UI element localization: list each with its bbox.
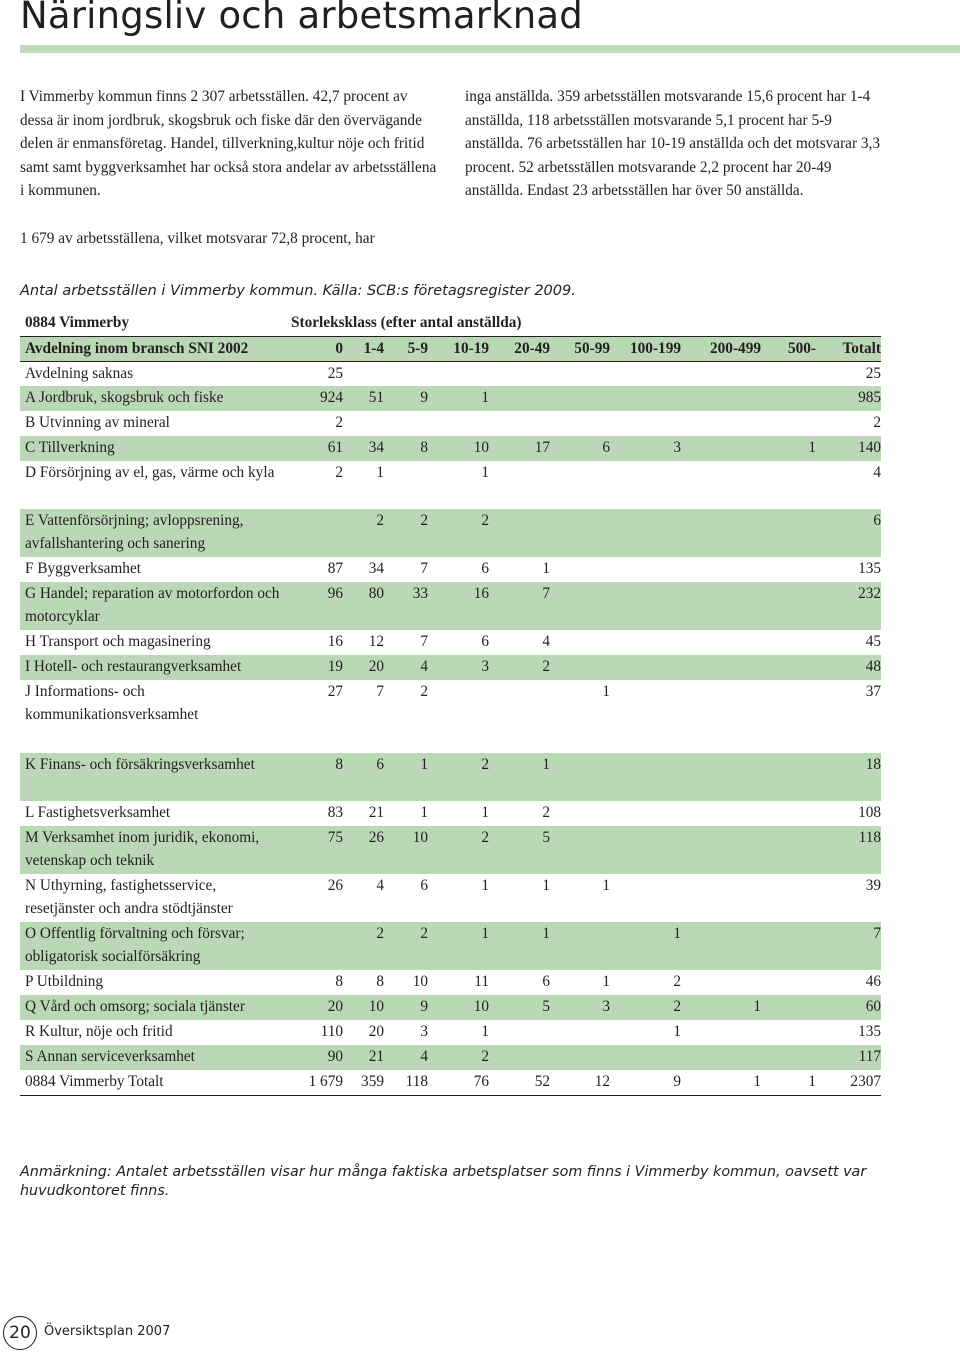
table-cell [761,411,816,436]
table-cell [761,557,816,582]
table-cell [550,582,610,630]
table-cell: 2 [384,922,428,970]
table-cell: 110 [320,1023,343,1040]
row-label: I Hotell- och restaurangverksamhet [20,655,283,680]
table-cell: 2 [673,973,681,990]
table-cell [761,655,816,680]
table-cell: 1 [761,436,816,461]
table-cell: 37 [865,683,882,700]
table-cell: 1 [420,804,428,821]
intro-paragraph-2: 1 679 av arbetsställena, vilket motsvarar 72,8 procent, har [20,229,375,247]
row-label: D Försörjning av el, gas, värme och kyla [25,464,275,481]
table-cell: 16 [327,633,343,650]
table-row [20,436,881,461]
table-cell: 11 [474,973,489,990]
table-cell: 1 [681,995,761,1020]
table-cell [610,411,681,436]
table-cell: 5 [489,995,550,1020]
table-cell: 1 [602,973,610,990]
table-title-row [20,311,881,336]
table-cell [610,753,681,801]
table-cell: 48 [816,655,881,680]
table-cell: 2 [873,414,882,431]
table-cell: 2 [343,509,384,557]
table-cell: 4 [542,633,550,650]
table-cell [761,995,816,1020]
table-cell [761,1020,816,1045]
table-row [20,970,881,995]
table-cell: 118 [384,1070,428,1095]
table-cell: 1 [481,804,489,821]
table-cell: 2 [343,922,384,970]
table-cell [681,557,761,582]
intro-paragraph-1: I Vimmerby kommun finns 2 307 arbetsställen. 42,7 procent av dessa är inom jordbruk, skogsbruk och fiske där den övervägande delen är enmansföretag. Handel, tillverkning,kultur nöje och fritid samt samt byggverksamhet har också stora andelar av arbetsställena i kommunen. [20,88,437,200]
size-class-heading: Storleksklass (efter antal anställda) [291,314,522,331]
table-cell [761,826,816,874]
table-cell: 17 [489,436,550,461]
table-cell [428,361,489,386]
table-cell [384,361,428,386]
workplaces-table [20,311,881,1096]
table-cell: 232 [816,582,881,630]
table-cell: 7 [420,560,428,577]
row-label: C Tillverkning [20,436,283,461]
table-cell [761,509,816,557]
table-row [20,630,881,655]
table-cell: 1 [542,877,550,894]
column-header-division: Avdelning inom bransch SNI 2002 [20,336,283,361]
column-header: 10-19 [428,336,489,361]
table-cell [681,1045,761,1070]
table-cell [489,680,550,728]
table-cell: 1 [602,683,610,700]
table-cell [681,411,761,436]
table-cell: 25 [327,364,343,382]
table-cell [681,461,761,509]
table-cell [283,509,343,557]
table-cell: 1 [428,922,489,970]
table-cell: 27 [327,683,343,700]
table-cell: 2 [428,826,489,874]
table-cell: 359 [343,1070,384,1095]
table-cell: 34 [368,560,384,577]
table-cell [610,826,681,874]
table-cell: 1 [681,1070,761,1095]
table-cell [681,753,761,801]
row-label: E Vattenförsörjning; avloppsrening, avfallshantering och sanering [20,509,283,557]
table-row [20,1020,881,1045]
table-cell [550,922,610,970]
table-cell: 10 [428,995,489,1020]
row-label: M Verksamhet inom juridik, ekonomi, vetenskap och teknik [20,826,283,874]
table-cell: 4 [384,1045,428,1070]
table-cell: 1 [481,877,489,894]
table-row [20,557,881,582]
column-header: 50-99 [550,336,610,361]
table-cell [761,630,816,655]
table-cell [681,874,761,922]
table-cell [343,411,384,436]
table-cell: 1 [610,922,681,970]
table-cell: 985 [816,386,881,411]
intro-paragraph-3: inga anställda. 359 arbetsställen motsvarande 15,6 procent har 1-4 anställda, 118 arbetsställen motsvarande 5,1 procent har 5-9 anställda. 76 arbetsställen har 10-19 anställda och det motsvarar 3,3 procent. 52 arbetsställen motsvarande 2,2 procent har 20-49 anställda. Endast 23 arbetsställen har över 50 anställda. [465,88,881,200]
table-cell: 2 [335,464,343,481]
column-header: 200-499 [681,336,761,361]
table-row [20,826,881,874]
table-cell: 33 [384,582,428,630]
row-label: P Utbildning [25,973,104,990]
table-cell [681,436,761,461]
table-row [20,922,881,970]
table-cell: 10 [428,436,489,461]
table-cell [550,826,610,874]
table-row [20,361,881,386]
table-cell: 26 [343,826,384,874]
table-cell: 4 [384,655,428,680]
table-cell [489,411,550,436]
column-header: 100-199 [610,336,681,361]
table-cell [610,582,681,630]
table-cell: 6 [481,560,489,577]
table-cell: 10 [384,826,428,874]
table-cell: 20 [343,655,384,680]
table-cell: 20 [283,995,343,1020]
table-cell: 16 [428,582,489,630]
row-label: L Fastighetsverksamhet [25,804,171,821]
table-cell: 1 [602,877,610,894]
table-cell: 1 [481,464,489,481]
column-header: Totalt [816,336,881,361]
table-cell: 2 [335,414,343,431]
table-cell: 9 [384,386,428,411]
table-cell: 8 [283,753,343,801]
table-cell: 3 [550,995,610,1020]
table-cell: 135 [858,560,882,577]
table-cell [550,1045,610,1070]
row-label: 0884 Vimmerby Totalt [20,1070,283,1095]
table-cell [610,386,681,411]
table-cell: 2 [384,509,428,557]
table-cell: 26 [327,877,343,894]
table-cell [550,411,610,436]
table-row [20,680,881,728]
table-cell: 25 [865,364,882,382]
table-cell: 6 [542,973,550,990]
table-row [20,386,881,411]
table-total-row [20,1070,881,1095]
table-cell [283,922,343,970]
table-cell [681,970,761,995]
table-cell [550,386,610,411]
table-cell: 52 [489,1070,550,1095]
table-cell [489,509,550,557]
table-cell [610,361,681,386]
column-header: 20-49 [489,336,550,361]
table-cell: 87 [327,560,343,577]
table-cell [761,1045,816,1070]
table-cell: 2 [489,655,550,680]
table-cell: 8 [335,973,343,990]
table-cell: 6 [481,633,489,650]
table-cell: 118 [816,826,881,874]
table-cell: 1 679 [283,1070,343,1095]
table-row [20,582,881,630]
table-cell [761,461,816,509]
table-cell: 117 [816,1045,881,1070]
column-header: 500- [761,336,816,361]
table-header-row [20,336,881,361]
footer-publication: Översiktsplan 2007 [44,1324,171,1339]
table-cell: 45 [865,633,882,650]
intro-right-column [465,85,885,203]
table-cell [761,582,816,630]
table-cell: 5 [489,826,550,874]
table-cell: 96 [283,582,343,630]
table-cell [681,361,761,386]
table-cell [681,582,761,630]
table-cell: 18 [816,753,881,801]
table-cell [681,655,761,680]
table-cell: 1 [481,1023,489,1040]
row-label: Q Vård och omsorg; sociala tjänster [20,995,283,1020]
row-label: S Annan serviceverksamhet [20,1045,283,1070]
table-cell [761,922,816,970]
table-cell: 51 [343,386,384,411]
table-cell: 3 [428,655,489,680]
table-cell [610,874,681,922]
table-cell [761,801,816,826]
table-cell: 10 [412,973,428,990]
table-cell [761,680,816,728]
table-cell [681,630,761,655]
row-label: G Handel; reparation av motorfordon och motorcyklar [20,582,283,630]
table-cell: 4 [873,464,882,481]
table-cell [610,680,681,728]
table-cell [428,680,489,728]
page-number: 20 [3,1316,37,1350]
table-cell: 6 [420,877,428,894]
table-cell [550,655,610,680]
table-cell: 1 [376,464,384,481]
table-caption: Antal arbetsställen i Vimmerby kommun. Källa: SCB:s företagsregister 2009. [20,283,576,299]
table-cell [610,801,681,826]
table-cell [761,386,816,411]
intro-left-column [20,85,440,250]
table-cell [681,826,761,874]
table-cell [681,922,761,970]
table-cell [428,411,489,436]
table-cell [550,801,610,826]
row-label: F Byggverksamhet [25,560,141,577]
table-cell: 1 [428,386,489,411]
table-cell: 108 [858,804,882,821]
table-cell: 61 [283,436,343,461]
table-cell [610,1045,681,1070]
table-cell: 8 [384,436,428,461]
table-cell [681,801,761,826]
table-cell [761,970,816,995]
row-label: Avdelning saknas [25,364,134,382]
row-label: A Jordbruk, skogsbruk och fiske [20,386,283,411]
table-cell: 4 [376,877,384,894]
table-cell: 83 [327,804,343,821]
table-cell [761,361,816,386]
table-cell [550,753,610,801]
table-cell: 1 [384,753,428,801]
table-cell: 9 [384,995,428,1020]
table-cell: 34 [343,436,384,461]
table-cell [489,1020,550,1045]
table-row [20,801,881,826]
table-cell: 75 [283,826,343,874]
table-row [20,874,881,922]
row-label: O Offentlig förvaltning och försvar; obligatorisk socialförsäkring [20,922,283,970]
table-cell: 9 [610,1070,681,1095]
table-cell [550,361,610,386]
row-label: J Informations- och kommunikationsverksamhet [25,683,199,724]
table-cell: 21 [343,1045,384,1070]
column-header: 5-9 [384,336,428,361]
page-title: Näringsliv och arbetsmarknad [20,0,583,37]
table-cell: 8 [376,973,384,990]
table-cell: 2 [428,1045,489,1070]
table-cell [681,386,761,411]
table-cell: 39 [865,877,882,894]
table-row [20,509,881,557]
table-cell [681,1020,761,1045]
table-cell: 924 [283,386,343,411]
table-cell [489,361,550,386]
table-cell: 80 [343,582,384,630]
table-cell [681,680,761,728]
table-cell: 6 [816,509,881,557]
table-cell: 7 [420,633,428,650]
row-label: N Uthyrning, fastighetsservice, resetjänster och andra stödtjänster [25,877,233,918]
table-spacer-row [20,728,881,753]
table-cell: 3 [420,1023,428,1040]
row-label: K Finans- och försäkringsverksamhet [20,753,283,801]
table-cell [610,630,681,655]
table-cell [384,461,428,509]
table-cell: 6 [343,753,384,801]
table-note: Anmärkning: Antalet arbetsställen visar hur många faktiska arbetsplatser som finns i Vimmerby kommun, oavsett var huvudkontoret finns. [20,1164,867,1199]
table-cell: 2 [428,509,489,557]
row-label: R Kultur, nöje och fritid [25,1023,173,1040]
table-cell [384,411,428,436]
table-cell [550,509,610,557]
table-row [20,1045,881,1070]
table-cell: 20 [368,1023,384,1040]
table-cell: 1 [542,560,550,577]
table-cell: 135 [858,1023,882,1040]
table-cell: 2307 [816,1070,881,1095]
table-cell: 90 [283,1045,343,1070]
table-cell: 10 [343,995,384,1020]
column-header: 1-4 [343,336,384,361]
table-cell: 6 [550,436,610,461]
table-cell [489,386,550,411]
table-cell: 1 [489,922,550,970]
table-row [20,655,881,680]
table-cell: 7 [489,582,550,630]
table-cell: 7 [816,922,881,970]
title-rule [20,45,960,53]
table-cell [610,461,681,509]
table-cell [761,874,816,922]
table-cell: 19 [283,655,343,680]
region-label: 0884 Vimmerby [25,314,130,331]
table-cell: 76 [428,1070,489,1095]
table-cell [610,655,681,680]
table-cell: 2 [542,804,550,821]
table-row [20,411,881,436]
table-cell: 60 [816,995,881,1020]
table-cell [610,509,681,557]
table-cell [343,361,384,386]
table-cell: 46 [865,973,882,990]
table-cell: 21 [368,804,384,821]
table-cell: 2 [610,995,681,1020]
table-cell: 3 [610,436,681,461]
table-cell: 140 [816,436,881,461]
table-cell: 2 [428,753,489,801]
table-cell: 2 [420,683,428,700]
column-header: 0 [283,336,343,361]
table-cell [550,1020,610,1045]
table-cell [681,509,761,557]
table-row [20,753,881,801]
table-cell [489,461,550,509]
table-cell [550,630,610,655]
table-cell [550,461,610,509]
table-cell [489,1045,550,1070]
table-cell: 1 [489,753,550,801]
table-row [20,461,881,509]
table-cell: 1 [673,1023,681,1040]
table-cell [610,557,681,582]
table-row [20,995,881,1020]
table-cell: 7 [376,683,384,700]
table-cell: 12 [368,633,384,650]
row-label: H Transport och magasinering [25,633,211,650]
table-cell [550,557,610,582]
table-cell [761,753,816,801]
row-label: B Utvinning av mineral [25,414,170,431]
table-cell: 12 [550,1070,610,1095]
table-cell: 1 [761,1070,816,1095]
